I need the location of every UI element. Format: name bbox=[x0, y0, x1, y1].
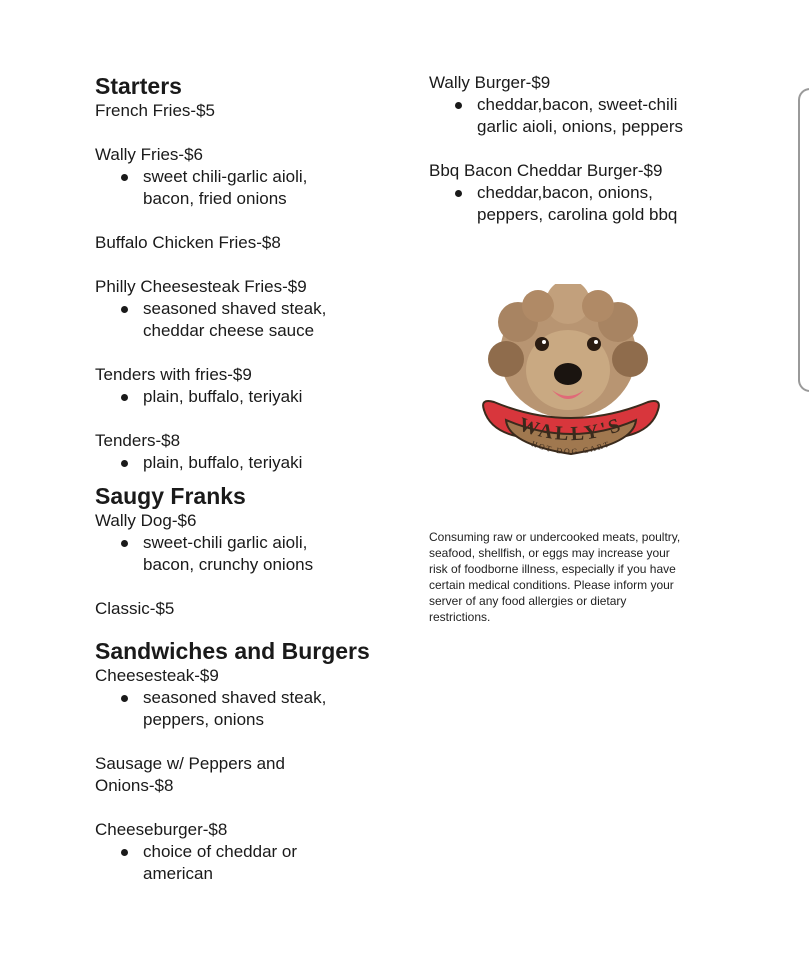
description-text: seasoned shaved steak, bbox=[143, 299, 327, 318]
item-name bbox=[95, 753, 415, 797]
disclaimer-line: restrictions. bbox=[429, 610, 491, 624]
logo-subtitle: HOT DOG CART bbox=[530, 439, 612, 457]
description-text: choice of cheddar or bbox=[143, 842, 298, 861]
item-description bbox=[95, 532, 415, 576]
menu-item-philly-cheesesteak-fries bbox=[95, 276, 415, 342]
item-name-line: Sausage w/ Peppers and bbox=[95, 754, 285, 773]
item-name: Classic-$5 bbox=[95, 599, 175, 618]
section-title-starters: Starters bbox=[95, 73, 182, 99]
description-line: plain, buffalo, teriyaki bbox=[95, 452, 415, 474]
menu-item-tenders bbox=[95, 430, 415, 474]
description-text: bacon, crunchy onions bbox=[143, 555, 314, 574]
description-text: seasoned shaved steak, bbox=[143, 688, 327, 707]
menu-item-sausage-peppers-onions bbox=[95, 753, 415, 797]
item-description bbox=[95, 298, 415, 342]
description-line bbox=[95, 532, 415, 576]
disclaimer-line: seafood, shellfish, or eggs may increase your bbox=[429, 546, 670, 560]
menu-item-classic bbox=[95, 598, 415, 620]
item-name: Buffalo Chicken Fries-$8 bbox=[95, 233, 281, 252]
item-description bbox=[95, 452, 415, 474]
item-name: Tenders-$8 bbox=[95, 431, 181, 450]
dog-head-icon bbox=[488, 284, 648, 418]
disclaimer-line: server of any food allergies or dietary bbox=[429, 594, 627, 608]
description-line bbox=[95, 841, 415, 885]
description-line bbox=[95, 687, 415, 731]
description-text: american bbox=[143, 864, 213, 883]
description-text: cheddar,bacon, sweet-chili bbox=[477, 95, 678, 114]
item-description bbox=[95, 687, 415, 731]
description-text: cheddar cheese sauce bbox=[143, 321, 315, 340]
left-menu-column bbox=[95, 72, 415, 907]
section-title-sandwiches: Sandwiches and Burgers bbox=[95, 638, 370, 664]
wallys-logo bbox=[476, 284, 666, 470]
item-name: Cheeseburger-$8 bbox=[95, 820, 228, 839]
section-sandwiches-and-burgers bbox=[95, 637, 415, 885]
description-line bbox=[429, 182, 719, 226]
disclaimer-line: risk of foodborne illness, especially if you have bbox=[429, 562, 676, 576]
menu-item-buffalo-chicken-fries bbox=[95, 232, 415, 254]
item-name: Bbq Bacon Cheddar Burger-$9 bbox=[429, 161, 663, 180]
description-line bbox=[95, 298, 415, 342]
item-name: Philly Cheesesteak Fries-$9 bbox=[95, 277, 307, 296]
item-description bbox=[95, 386, 415, 408]
disclaimer-line: Consuming raw or undercooked meats, poultry, bbox=[429, 530, 681, 544]
menu-item-cheesesteak bbox=[95, 665, 415, 731]
menu-item-wally-fries bbox=[95, 144, 415, 210]
section-title-saugy-franks: Saugy Franks bbox=[95, 483, 246, 509]
menu-item-wally-dog bbox=[95, 510, 415, 576]
description-text: peppers, onions bbox=[143, 710, 264, 729]
item-name-line: Onions-$8 bbox=[95, 776, 174, 795]
description-line bbox=[95, 166, 415, 210]
menu-item-wally-burger bbox=[429, 72, 719, 138]
description-text: cheddar,bacon, onions, bbox=[477, 183, 653, 202]
food-safety-disclaimer bbox=[429, 529, 714, 625]
item-description bbox=[429, 94, 719, 138]
item-name: Cheesesteak-$9 bbox=[95, 666, 219, 685]
item-name: Wally Dog-$6 bbox=[95, 511, 197, 530]
description-text: garlic aioli, onions, peppers bbox=[477, 117, 684, 136]
item-description bbox=[95, 166, 415, 210]
item-name: Tenders with fries-$9 bbox=[95, 365, 252, 384]
description-text: sweet chili-garlic aioli, bbox=[143, 167, 308, 186]
disclaimer-line: certain medical conditions. Please inform your bbox=[429, 578, 674, 592]
right-menu-column bbox=[429, 72, 719, 248]
logo-wordmark: WALLY'S bbox=[516, 413, 626, 446]
section-starters bbox=[95, 72, 415, 474]
item-description bbox=[429, 182, 719, 226]
menu-item-tenders-with-fries bbox=[95, 364, 415, 408]
item-name: Wally Burger-$9 bbox=[429, 73, 551, 92]
description-text: sweet-chili garlic aioli, bbox=[143, 533, 308, 552]
page-edge-bracket bbox=[798, 88, 809, 392]
menu-item-french-fries bbox=[95, 100, 415, 122]
description-text: bacon, fried onions bbox=[143, 189, 287, 208]
menu-item-cheeseburger bbox=[95, 819, 415, 885]
description-line: plain, buffalo, teriyaki bbox=[95, 386, 415, 408]
item-name: Wally Fries-$6 bbox=[95, 145, 203, 164]
item-name: French Fries-$5 bbox=[95, 101, 215, 120]
item-description bbox=[95, 841, 415, 885]
section-saugy-franks bbox=[95, 482, 415, 620]
description-line bbox=[429, 94, 719, 138]
menu-item-bbq-bacon-cheddar-burger bbox=[429, 160, 719, 226]
description-text: peppers, carolina gold bbq bbox=[477, 205, 678, 224]
